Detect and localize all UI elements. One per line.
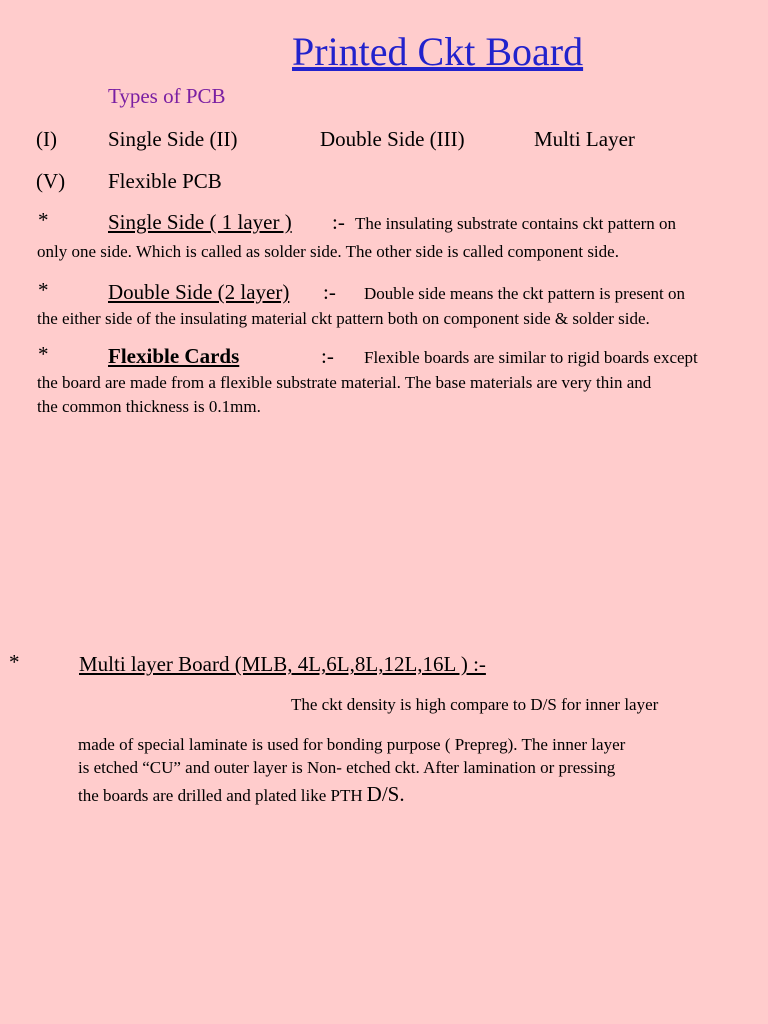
flexible-text-line2: the board are made from a flexible substrate material. The base materials are very thin and (37, 373, 652, 392)
flexible-text-line3: the common thickness is 0.1mm. (37, 397, 261, 416)
bullet: * (38, 342, 49, 366)
bullet: * (38, 208, 49, 232)
bullet: * (38, 278, 49, 302)
section-heading-flexible-cards: Flexible Cards (108, 344, 240, 368)
multi-layer-text-line2: made of special laminate is used for bonding purpose ( Prepreg). The inner layer (78, 735, 626, 754)
type-flexible-pcb: Flexible PCB (108, 169, 222, 193)
separator: :- (321, 344, 334, 368)
single-side-text-line2: only one side. Which is called as solder side. The other side is called component side. (37, 242, 619, 261)
section-heading-single-side: Single Side ( 1 layer ) (108, 210, 292, 234)
multi-layer-text-line3: is etched “CU” and outer layer is Non- etched ckt. After lamination or pressing (78, 758, 616, 777)
single-side-text-line1: The insulating substrate contains ckt pattern on (355, 214, 677, 233)
page-title: Printed Ckt Board (292, 29, 584, 74)
multi-layer-text-line4-end: D/S. (366, 782, 405, 806)
type-double-side: Double Side (III) (320, 127, 465, 151)
double-side-text-line2: the either side of the insulating material ckt pattern both on component side & solder side. (37, 309, 650, 328)
type-number-5: (V) (36, 169, 66, 193)
bullet: * (9, 650, 20, 674)
flexible-text-line1: Flexible boards are similar to rigid boards except (364, 348, 698, 367)
separator: :- (323, 280, 336, 304)
multi-layer-text-line4-main: the boards are drilled and plated like PTH (78, 786, 363, 805)
type-multi-layer: Multi Layer (534, 127, 635, 151)
type-single-side: Single Side (II) (108, 127, 238, 151)
type-number-1: (I) (36, 127, 57, 151)
multi-layer-text-line1: The ckt density is high compare to D/S for inner layer (291, 695, 659, 714)
separator: :- (332, 210, 345, 234)
double-side-text-line1: Double side means the ckt pattern is present on (364, 284, 686, 303)
multi-layer-text-line4 (78, 782, 405, 807)
section-heading-double-side: Double Side (2 layer) (108, 280, 290, 304)
subtitle-types-of-pcb: Types of PCB (108, 84, 226, 108)
section-heading-multi-layer: Multi layer Board (MLB, 4L,6L,8L,12L,16L ) :- (79, 652, 486, 676)
